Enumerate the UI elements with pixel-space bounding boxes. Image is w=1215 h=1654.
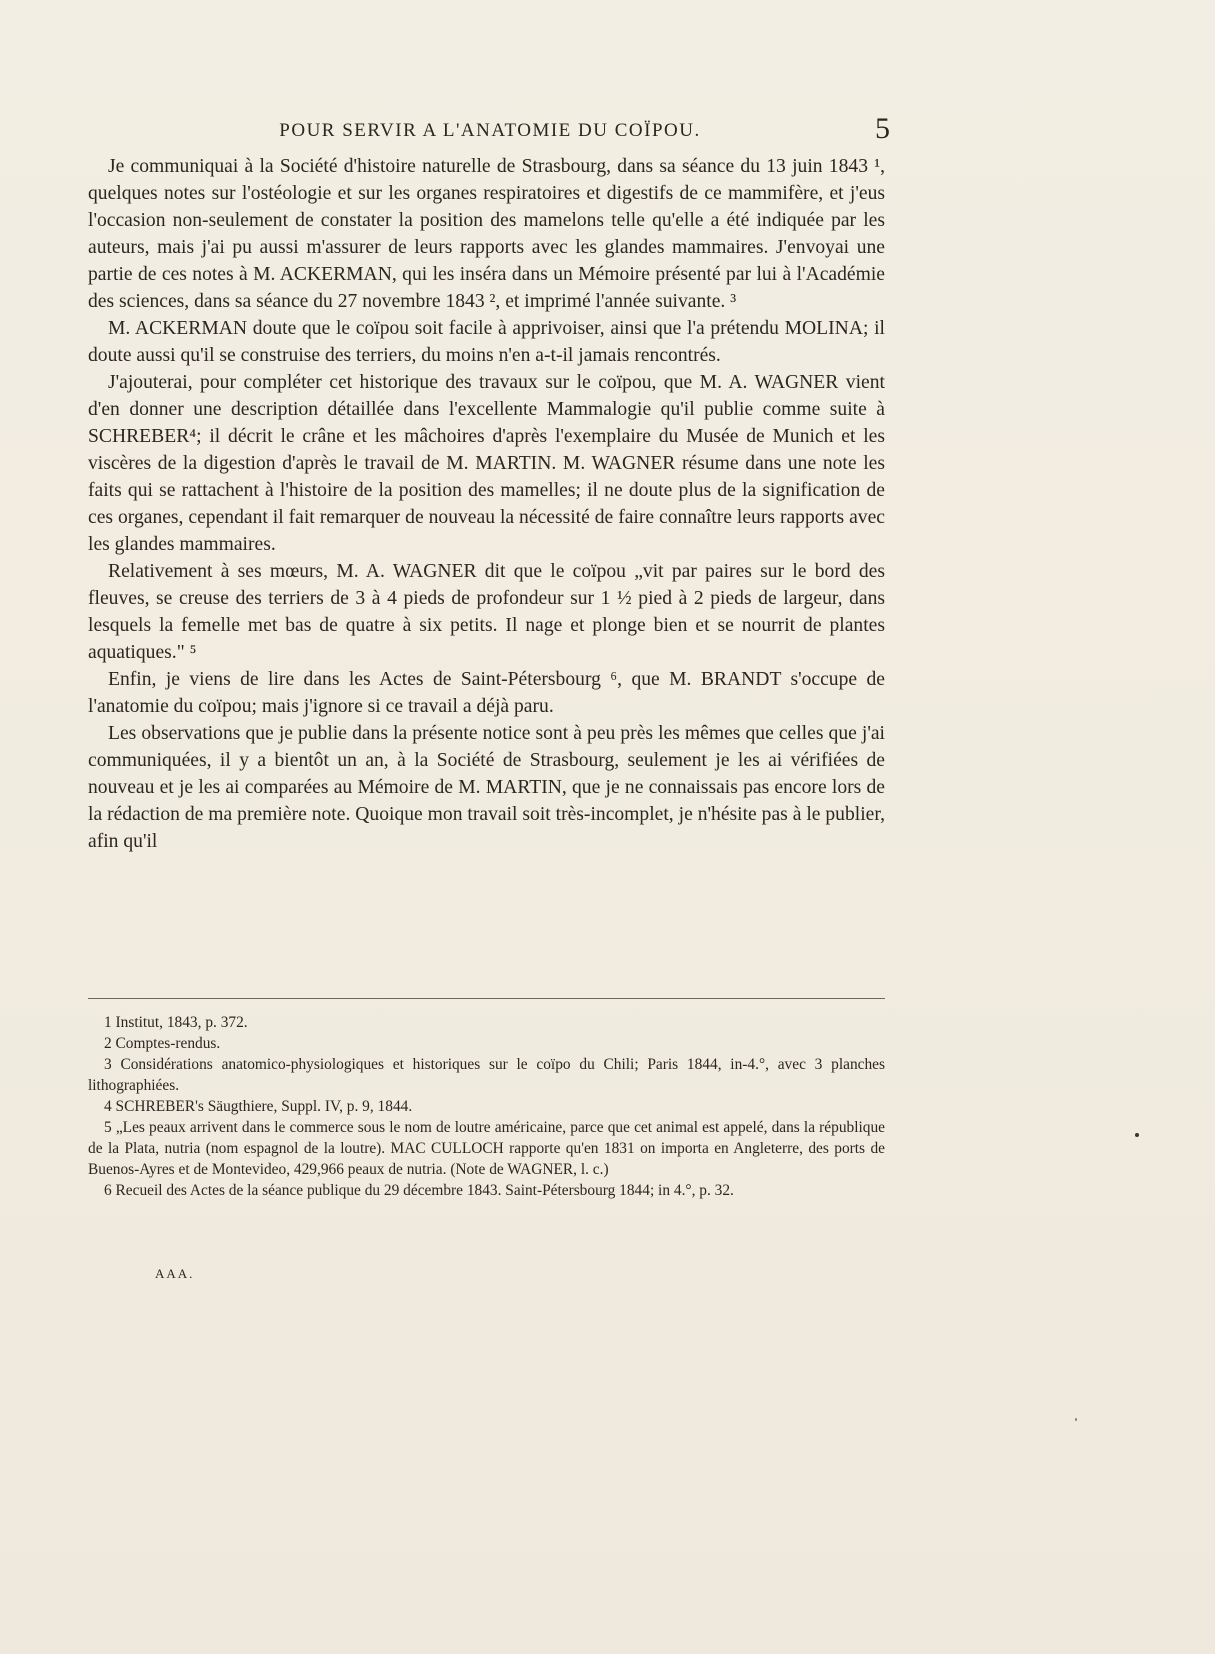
ink-speck — [1135, 1133, 1139, 1137]
ink-speck — [1075, 1418, 1077, 1421]
footnote: 3 Considérations anatomico-physiologiques et historiques sur le coïpo du Chili; Paris 1844, in-4.°, avec 3 planches lithographiées. — [88, 1056, 885, 1094]
paragraph: Enfin, je viens de lire dans les Actes de Saint-Pétersbourg ⁶, que M. BRANDT s'occupe de l'anatomie du coïpou; mais j'ignore si ce travail a déjà paru. — [88, 669, 885, 717]
footnote: 4 SCHREBER's Säugthiere, Suppl. IV, p. 9, 1844. — [104, 1098, 413, 1115]
body-text — [88, 153, 885, 855]
running-head — [90, 112, 890, 146]
printer-signature: AAA. — [155, 1266, 195, 1281]
paragraph: Je communiquai à la Société d'histoire naturelle de Strasbourg, dans sa séance du 13 juin 1843 ¹, quelques notes sur l'ostéologie et sur les organes respiratoires et digestifs de ce mammifère, et j'eus l'occasion non-seulement de constater la position des mamelons telle qu'elle a été indiquée par les auteurs, mais j'ai pu aussi m'assurer de leurs rapports avec les glandes mammaires. J'envoyai une partie de ces notes à M. ACKERMAN, qui les inséra dans un Mémoire présenté par lui à l'Académie des sciences, dans sa séance du 27 novembre 1843 ², et imprimé l'année suivante. ³ — [88, 156, 885, 312]
footnote: 5 „Les peaux arrivent dans le commerce sous le nom de loutre américaine, parce que cet animal est appelé, dans la république de la Plata, nutria (nom espagnol de la loutre). MAC CULLOCH rapporte qu'en 1831 on importa en Angleterre, des ports de Buenos-Ayres et de Montevideo, 429,966 peaux de nutria. (Note de WAGNER, l. c.) — [88, 1119, 885, 1178]
footnote: 6 Recueil des Actes de la séance publique du 29 décembre 1843. Saint-Pétersbourg 1844; in 4.°, p. 32. — [104, 1182, 734, 1199]
footnote-divider — [88, 998, 885, 999]
paragraph: M. ACKERMAN doute que le coïpou soit facile à apprivoiser, ainsi que l'a prétendu MOLINA; il doute aussi qu'il se construise des terriers, du moins n'en a-t-il jamais rencontrés. — [88, 318, 885, 366]
paragraph: Relativement à ses mœurs, M. A. WAGNER dit que le coïpou „vit par paires sur le bord des fleuves, se creuse des terriers de 3 à 4 pieds de profondeur sur 1 ½ pied à 2 pieds de largeur, dans lesquels la femelle met bas de quatre à six petits. Il nage et plonge bien et se nourrit de plantes aquatiques." ⁵ — [88, 561, 885, 663]
footnotes — [88, 1012, 885, 1201]
footnote: 1 Institut, 1843, p. 372. — [104, 1014, 248, 1031]
paragraph: J'ajouterai, pour compléter cet historique des travaux sur le coïpou, que M. A. WAGNER vient d'en donner une description détaillée dans l'excellente Mammalogie qu'il publie comme suite à SCHREBER⁴; il décrit le crâne et les mâchoires d'après l'exemplaire du Musée de Munich et les viscères de la digestion d'après le travail de M. MARTIN. M. WAGNER résume dans une note les faits qui se rattachent à l'histoire de la position des mamelles; il ne doute plus de la signification de ces organes, cependant il fait remarquer de nouveau la nécessité de faire connaître leurs rapports avec les glandes mammaires. — [88, 372, 885, 555]
running-title: POUR SERVIR A L'ANATOMIE DU COÏPOU. — [279, 120, 701, 141]
page-number: 5 — [875, 112, 890, 145]
footnote: 2 Comptes-rendus. — [104, 1035, 221, 1052]
paragraph: Les observations que je publie dans la présente notice sont à peu près les mêmes que celles que j'ai communiquées, il y a bientôt un an, à la Société de Strasbourg, seulement je les ai vérifiées de nouveau et je les ai comparées au Mémoire de M. MARTIN, que je ne connaissais pas encore lors de la rédaction de ma première note. Quoique mon travail soit très-incomplet, je n'hésite pas à le publier, afin qu'il — [88, 723, 885, 852]
